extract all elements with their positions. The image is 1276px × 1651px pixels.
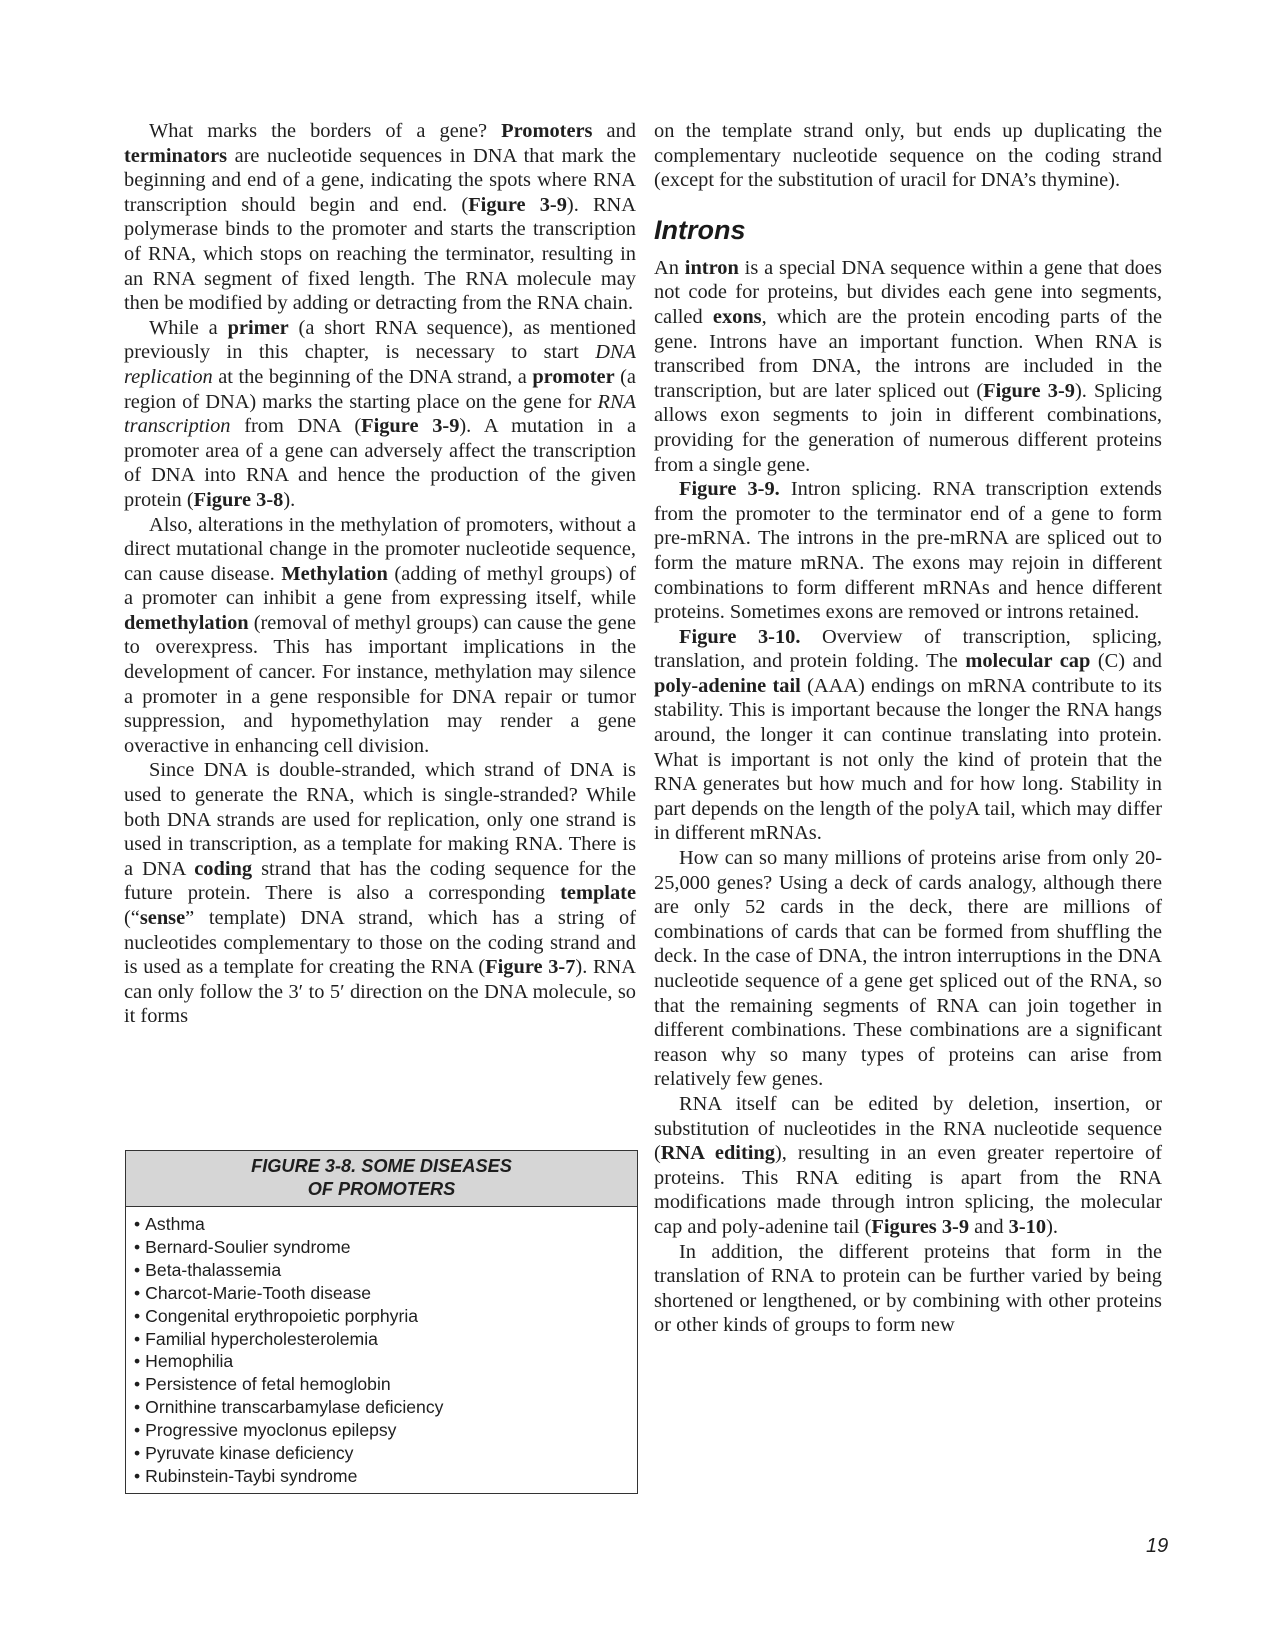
body-paragraph [654, 1240, 1162, 1338]
disease-list [126, 1207, 637, 1493]
bold-term: poly-adenine tail [654, 674, 801, 697]
text-run: An [654, 256, 685, 279]
text-run: What marks the borders of a gene? [149, 120, 502, 142]
bold-term: Figure 3-9 [361, 415, 460, 438]
text-run: Overview of transcription, splicing, translation, and protein folding. The [654, 625, 1162, 673]
text-run: ). A mutation in a promoter area of a gene can adversely affect the transcription of DNA into RNA and hence the production of the given protein ( [124, 415, 636, 511]
text-run: While a [149, 316, 228, 339]
body-paragraph [124, 513, 636, 759]
text-run: (adding of methyl groups) of a promoter can inhibit a gene from expressing itself, while [124, 562, 636, 610]
bold-term: molecular cap [965, 650, 1091, 673]
text-run: (a region of DNA) marks the starting place on the gene for [124, 365, 636, 413]
text-run: ), resulting in an even greater repertoire of proteins. This RNA editing is apart from the RNA modifications made through intron splicing, the molecular cap and poly-adenine tail ( [654, 1142, 1162, 1238]
left-text-column [124, 119, 636, 1029]
figure-box-title-line1: FIGURE 3-8. SOME DISEASES [251, 1156, 512, 1176]
disease-list-item: • Rubinstein-Taybi syndrome [134, 1465, 637, 1488]
text-run: are nucleotide sequences in DNA that mark the beginning and end of a gene, indicating the spots where RNA transcription should begin and end. ( [124, 144, 636, 216]
text-run: and [592, 120, 636, 142]
disease-list-item: • Familial hypercholesterolemia [134, 1328, 637, 1351]
bold-term: Methylation [281, 562, 388, 585]
disease-list-item: • Ornithine transcarbamylase deficiency [134, 1396, 637, 1419]
section-heading-introns: Introns [654, 214, 746, 245]
text-run: In addition, the different proteins that form in the translation of RNA to protein can be further varied by being shortened or lengthened, or by combining with other proteins or other kinds of groups to form new [654, 1240, 1162, 1337]
page-number: 19 [1146, 1535, 1169, 1557]
bold-term: intron [684, 256, 739, 279]
bold-term: 3-10 [1008, 1215, 1047, 1238]
text-run: ). Splicing allows exon segments to join in different combinations, providing for the generation of numerous different proteins from a single gene. [654, 379, 1163, 476]
disease-list-item: • Beta-thalassemia [134, 1259, 637, 1282]
bold-term: Promoters [501, 120, 593, 142]
text-run: Intron splicing. RNA transcription extends from the promoter to the terminator end of a gene to form pre-mRNA. The introns in the pre-mRNA are spliced out to form the mature mRNA. The exons may rejoin in different combinations to form different mRNAs and hence different proteins. Sometimes exons are removed or introns retained. [654, 478, 1162, 624]
bold-term: primer [227, 316, 289, 339]
body-paragraph [654, 256, 1162, 477]
bold-term: exons [712, 305, 762, 328]
body-paragraph [124, 119, 636, 316]
disease-list-item: • Charcot-Marie-Tooth disease [134, 1282, 637, 1305]
text-run: is a special DNA sequence within a gene that does not code for proteins, but divides each gene into segments, called [654, 256, 1162, 328]
text-run: at the beginning of the DNA strand, a [212, 365, 533, 388]
text-run: ). [1046, 1215, 1058, 1238]
bold-term: Figure 3-9 [468, 193, 567, 216]
disease-list-item: • Hemophilia [134, 1350, 637, 1373]
bold-term: Figures 3-9 [871, 1215, 970, 1238]
text-run: on the template strand only, but ends up duplicating the complementary nucleotide sequence on the coding strand (except for the substitution of uracil for DNA’s thymine). [654, 120, 1162, 192]
disease-list-item: • Persistence of fetal hemoglobin [134, 1373, 637, 1396]
text-run: , which are the protein encoding parts of the gene. Introns have an important function. When RNA is transcribed from DNA, the introns are included in the transcription, but are later spliced out ( [654, 305, 1163, 402]
figure-3-8-box [125, 1150, 638, 1494]
text-run: ” template) DNA strand, which has a string of nucleotides complementary to those on the coding strand and is used as a template for creating the RNA ( [124, 907, 636, 979]
text-run: (AAA) endings on mRNA contribute to its stability. This is important because the longer the RNA hangs around, the longer it can continue translating into protein. What is important is not only the kind of protein that the RNA generates but how much and for how long. Stability in part depends on the length of the polyA tail, which may differ in different mRNAs. [654, 674, 1162, 845]
bold-term: sense [139, 907, 186, 929]
body-paragraph [654, 625, 1162, 846]
body-paragraph [654, 477, 1162, 625]
bold-term: Figure 3-7 [485, 956, 576, 979]
text-run: Also, alterations in the methylation of promoters, without a direct mutational change in the promoter nucleotide sequence, can cause disease. [124, 513, 636, 585]
bold-term: coding [194, 857, 253, 880]
bold-term: RNA editing [660, 1142, 775, 1165]
text-run: Since DNA is double-stranded, which strand of DNA is used to generate the RNA, which is single-stranded? While both DNA strands are used for replication, only one strand is used in transcription, as a template for making RNA. There is a DNA [124, 759, 636, 880]
text-run: ). [283, 488, 296, 511]
disease-list-item: • Progressive myoclonus epilepsy [134, 1419, 637, 1442]
body-paragraph [654, 846, 1162, 1092]
introns-section-body [654, 256, 1162, 1338]
bold-term: demethylation [124, 611, 249, 634]
figure-box-title-line2: OF PROMOTERS [307, 1179, 456, 1199]
bold-term: promoter [532, 365, 615, 388]
disease-list-item: • Asthma [134, 1213, 637, 1236]
text-run: from DNA ( [230, 415, 362, 438]
bold-term: Figure 3-9. [679, 478, 780, 501]
right-text-column [654, 119, 1162, 1338]
bold-term: Figure 3-8 [193, 488, 284, 511]
text-run: How can so many millions of proteins arise from only 20-25,000 genes? Using a deck of cards analogy, although there are only 52 cards in the deck, there are millions of combinations of cards that can be formed from shuffling the deck. In the case of DNA, the intron interruptions in the DNA nucleotide sequence of a gene get spliced out of the RNA, so that the remaining segments of RNA can join together in different combinations. These combinations are a significant reason why so many types of proteins can arise from relatively few genes. [654, 847, 1162, 1091]
text-run: ). RNA can only follow the 3′ to 5′ direction on the DNA molecule, so it forms [124, 956, 636, 1028]
italic-term: RNA transcription [124, 390, 636, 438]
text-run: (C) and [1090, 650, 1162, 673]
text-run: (“ [124, 907, 140, 929]
bold-term: Figure 3-10. [679, 625, 801, 648]
italic-term: DNA replication [124, 341, 636, 388]
text-run: strand that has the coding sequence for the future protein. There is also a corresponding [124, 857, 637, 905]
figure-box-title [126, 1151, 637, 1207]
body-paragraph [654, 1092, 1162, 1240]
text-run: RNA itself can be edited by deletion, insertion, or substitution of nucleotides in the RNA nucleotide sequence ( [654, 1092, 1162, 1165]
bold-term: Figure 3-9 [983, 379, 1075, 402]
text-run: ). RNA polymerase binds to the promoter and starts the transcription of RNA, which stops on reaching the terminator, resulting in an RNA segment of fixed length. The RNA molecule may then be modified by adding or detracting from the RNA chain. [124, 193, 636, 315]
text-run: (removal of methyl groups) can cause the gene to overexpress. This has important implications in the development of cancer. For instance, methylation may silence a promoter in a gene responsible for DNA repair or tumor suppression, and hypomethylation may render a gene overactive in enhancing cell division. [124, 611, 636, 757]
body-paragraph [124, 316, 636, 513]
text-run: and [969, 1215, 1009, 1238]
bold-term: template [560, 882, 636, 905]
bold-term: terminators [124, 144, 228, 167]
disease-list-item: • Congenital erythropoietic porphyria [134, 1305, 637, 1328]
disease-list-item: • Bernard-Soulier syndrome [134, 1236, 637, 1259]
disease-list-item: • Pyruvate kinase deficiency [134, 1442, 637, 1465]
continued-paragraph [654, 119, 1162, 193]
text-run: (a short RNA sequence), as mentioned previously in this chapter, is necessary to start [124, 316, 636, 364]
body-paragraph [124, 758, 636, 1029]
